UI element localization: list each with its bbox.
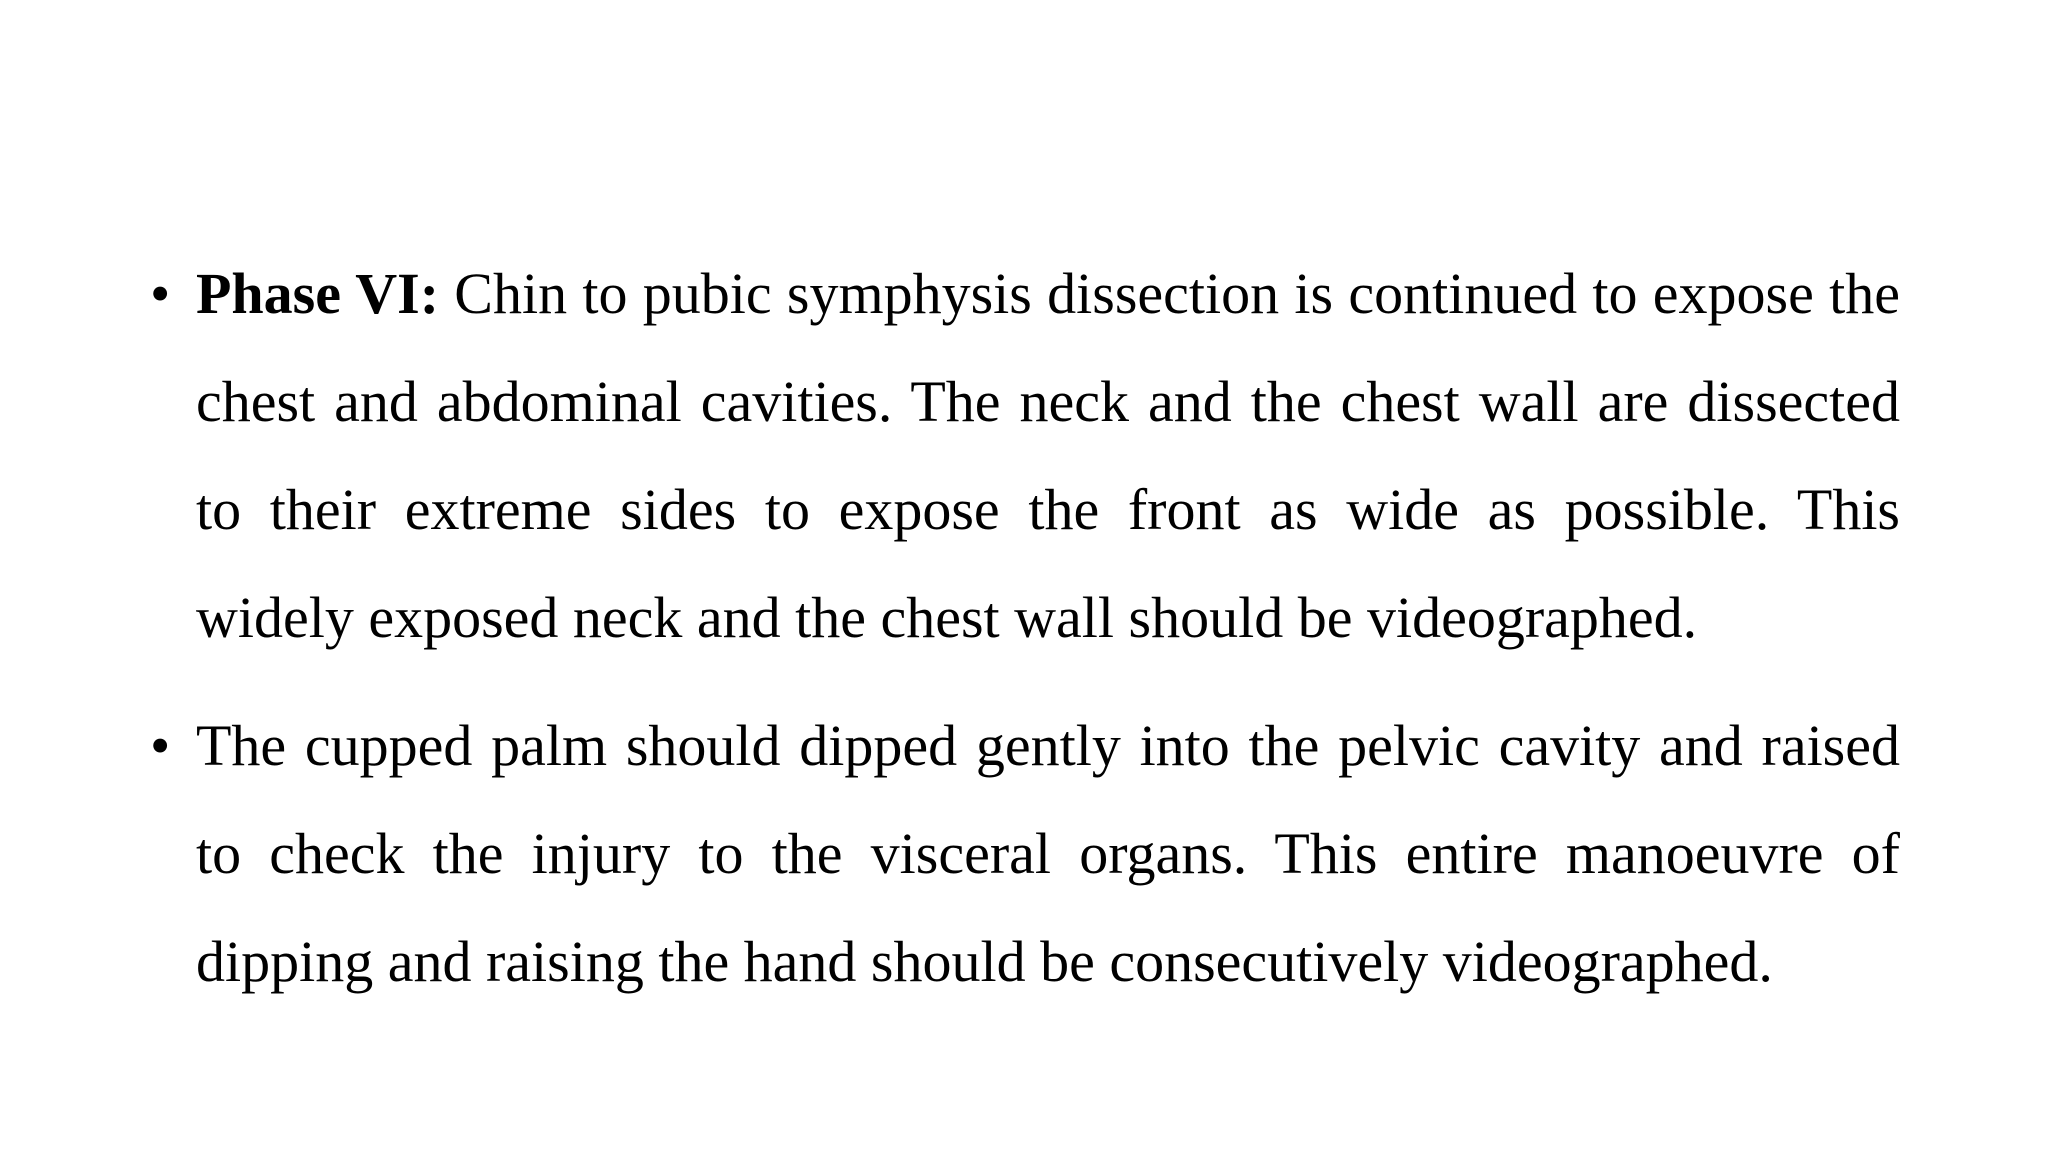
bullet-term: Phase VI:: [196, 261, 440, 326]
bullet-item-phase-vi: [150, 240, 1900, 672]
bullet-marker-icon: •: [150, 261, 171, 326]
bullet-list: [150, 240, 1900, 1036]
bullet-item-cupped-palm: [150, 692, 1900, 1016]
bullet-marker-icon: •: [150, 713, 171, 778]
bullet-text: The cupped palm should dipped gently into the pelvic cavity and raised to check the injury to the visceral organs. This entire manoeuvre of dipping and raising the hand should be consecutively videographed.: [196, 713, 1900, 994]
bullet-text: Chin to pubic symphysis dissection is continued to expose the chest and abdominal cavities. The neck and the chest wall are dissected to their extreme sides to expose the front as wide as possible. This widely exposed neck and the chest wall should be videographed.: [196, 261, 1900, 650]
